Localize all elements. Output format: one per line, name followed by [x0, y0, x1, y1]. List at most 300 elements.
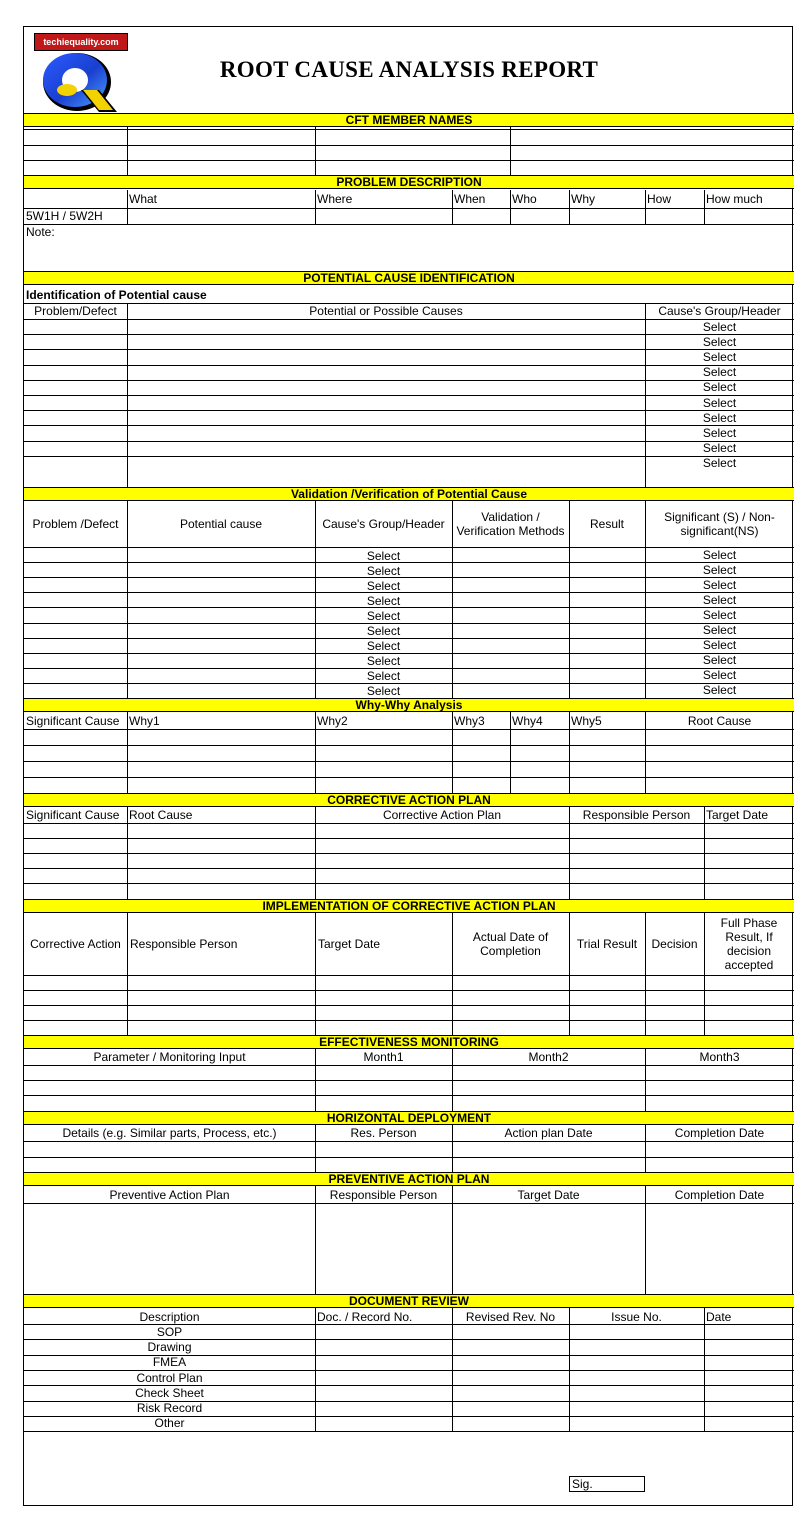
effectiveness-field[interactable]: [25, 1096, 315, 1111]
validation-method-field[interactable]: [453, 624, 569, 638]
validation-method-field[interactable]: [453, 608, 569, 622]
why-field[interactable]: [25, 730, 127, 745]
section-cft-members: CFT MEMBER NAMES: [24, 113, 794, 127]
corrective-field[interactable]: [570, 824, 704, 838]
review-field[interactable]: [705, 1340, 794, 1354]
validation-result-field[interactable]: [570, 608, 645, 622]
potential-cause-field[interactable]: [128, 442, 645, 456]
cft-member-field[interactable]: [128, 130, 315, 145]
validation-cause-field[interactable]: [128, 608, 315, 622]
corrective-field[interactable]: [570, 884, 704, 899]
effectiveness-field[interactable]: [646, 1081, 794, 1095]
validation-method-field[interactable]: [453, 548, 569, 562]
problem-col-header: How much: [706, 192, 763, 206]
section-effectiveness-monitoring: EFFECTIVENESS MONITORING: [24, 1035, 794, 1049]
cause-group-select[interactable]: Select: [366, 654, 401, 669]
review-field[interactable]: [316, 1402, 452, 1416]
validation-result-field[interactable]: [570, 684, 645, 698]
horizontal-col-header: Details (e.g. Similar parts, Process, etc.): [62, 1126, 277, 1140]
implementation-field[interactable]: [646, 1021, 704, 1035]
problem-col-header: When: [454, 192, 486, 206]
validation-method-field[interactable]: [453, 593, 569, 607]
potential-cause-field[interactable]: [128, 366, 645, 380]
review-item-label: Drawing: [147, 1339, 192, 1354]
effectiveness-field[interactable]: [453, 1096, 645, 1111]
section-implementation: IMPLEMENTATION OF CORRECTIVE ACTION PLAN: [24, 899, 794, 913]
cft-member-field[interactable]: [25, 130, 127, 145]
implementation-col-header: Trial Result: [576, 937, 638, 951]
potential-problem-field[interactable]: [25, 411, 127, 425]
potential-problem-field[interactable]: [25, 366, 127, 380]
implementation-field[interactable]: [570, 991, 645, 1005]
corrective-field[interactable]: [316, 884, 569, 899]
validation-method-field[interactable]: [453, 578, 569, 592]
cft-member-field[interactable]: [511, 161, 794, 175]
why-field[interactable]: [511, 746, 569, 761]
validation-problem-field[interactable]: [25, 669, 127, 683]
validation-method-field[interactable]: [453, 684, 569, 698]
implementation-field[interactable]: [316, 991, 452, 1005]
section-document-review: DOCUMENT REVIEW: [24, 1294, 794, 1308]
potential-col-header: Cause's Group/Header: [658, 304, 781, 318]
corrective-field[interactable]: [316, 869, 569, 883]
review-item-label: SOP: [156, 1324, 183, 1339]
review-field[interactable]: [453, 1356, 569, 1370]
corrective-col-header: Root Cause: [129, 808, 193, 822]
validation-cause-field[interactable]: [128, 578, 315, 592]
cause-group-select[interactable]: Select: [702, 425, 737, 440]
significance-select[interactable]: Select: [702, 653, 737, 668]
horizontal-field[interactable]: [453, 1158, 645, 1172]
validation-method-field[interactable]: [453, 654, 569, 668]
cause-group-select[interactable]: Select: [366, 548, 401, 563]
horizontal-field[interactable]: [316, 1158, 452, 1172]
effectiveness-col-header: Month3: [699, 1050, 740, 1064]
review-field[interactable]: [316, 1340, 452, 1354]
significance-select[interactable]: Select: [702, 547, 737, 562]
problem-5w2h-field[interactable]: [570, 209, 645, 224]
why-col-header: Why1: [129, 714, 160, 728]
implementation-field[interactable]: [316, 1021, 452, 1035]
why-field[interactable]: [646, 746, 794, 761]
validation-problem-field[interactable]: [25, 684, 127, 698]
cause-group-select[interactable]: Select: [702, 349, 737, 364]
why-field[interactable]: [453, 730, 510, 745]
potential-cause-field[interactable]: [128, 457, 645, 471]
implementation-field[interactable]: [646, 991, 704, 1005]
validation-method-field[interactable]: [453, 669, 569, 683]
corrective-field[interactable]: [25, 854, 127, 868]
validation-cause-field[interactable]: [128, 593, 315, 607]
validation-method-field[interactable]: [453, 639, 569, 653]
horizontal-field[interactable]: [316, 1142, 452, 1157]
review-field[interactable]: [316, 1386, 452, 1400]
implementation-field[interactable]: [316, 976, 452, 990]
implementation-field[interactable]: [570, 976, 645, 990]
implementation-field[interactable]: [25, 991, 127, 1005]
why-field[interactable]: [316, 746, 452, 761]
why-field[interactable]: [570, 746, 645, 761]
implementation-col-header: Decision: [651, 937, 698, 951]
corrective-field[interactable]: [128, 824, 315, 838]
corrective-field[interactable]: [128, 884, 315, 899]
cause-group-select[interactable]: Select: [366, 624, 401, 639]
potential-cause-field[interactable]: [128, 320, 645, 334]
review-field[interactable]: [453, 1340, 569, 1354]
validation-problem-field[interactable]: [25, 548, 127, 562]
effectiveness-field[interactable]: [316, 1081, 452, 1095]
problem-col-header: Why: [571, 192, 595, 206]
implementation-field[interactable]: [316, 1006, 452, 1020]
cause-group-select[interactable]: Select: [702, 441, 737, 456]
cause-group-select[interactable]: Select: [702, 456, 737, 471]
validation-problem-field[interactable]: [25, 578, 127, 592]
why-field[interactable]: [646, 778, 794, 793]
cause-group-select[interactable]: Select: [366, 669, 401, 684]
implementation-field[interactable]: [128, 976, 315, 990]
why-field[interactable]: [316, 778, 452, 793]
effectiveness-field[interactable]: [25, 1081, 315, 1095]
implementation-field[interactable]: [128, 1021, 315, 1035]
logo-wordmark: techiequality.com: [34, 33, 128, 51]
review-col-header: Issue No.: [611, 1309, 662, 1324]
why-field[interactable]: [453, 762, 510, 777]
significance-select[interactable]: Select: [702, 607, 737, 622]
significance-select[interactable]: Select: [702, 592, 737, 607]
validation-cause-field[interactable]: [128, 624, 315, 638]
review-field[interactable]: [705, 1402, 794, 1416]
why-col-header: Why5: [571, 714, 602, 728]
effectiveness-col-header: Month2: [528, 1050, 569, 1064]
potential-cause-field[interactable]: [128, 350, 645, 364]
cause-group-select[interactable]: Select: [702, 319, 737, 334]
corrective-col-header: Corrective Action Plan: [382, 808, 502, 822]
review-field[interactable]: [570, 1356, 704, 1370]
cause-group-select[interactable]: Select: [366, 563, 401, 578]
corrective-field[interactable]: [570, 839, 704, 853]
corrective-field[interactable]: [128, 854, 315, 868]
significance-select[interactable]: Select: [702, 562, 737, 577]
validation-col-header: Potential cause: [179, 517, 263, 531]
horizontal-col-header: Action plan Date: [504, 1126, 593, 1140]
implementation-field[interactable]: [570, 1021, 645, 1035]
implementation-field[interactable]: [646, 1006, 704, 1020]
page-title: ROOT CAUSE ANALYSIS REPORT: [219, 57, 599, 82]
potential-subtitle: Identification of Potential cause: [26, 288, 207, 302]
corrective-field[interactable]: [128, 839, 315, 853]
review-col-header: Description: [139, 1309, 200, 1324]
why-field[interactable]: [646, 762, 794, 777]
corrective-field[interactable]: [705, 824, 794, 838]
problem-col-header: Where: [317, 192, 353, 206]
cause-group-select[interactable]: Select: [702, 395, 737, 410]
validation-problem-field[interactable]: [25, 624, 127, 638]
cft-member-field[interactable]: [316, 130, 510, 145]
validation-cause-field[interactable]: [128, 654, 315, 668]
implementation-field[interactable]: [453, 1006, 569, 1020]
cause-group-select[interactable]: Select: [702, 365, 737, 380]
validation-result-field[interactable]: [570, 593, 645, 607]
significance-select[interactable]: Select: [702, 638, 737, 653]
cause-group-select[interactable]: Select: [366, 684, 401, 699]
why-field[interactable]: [646, 730, 794, 745]
preventive-field[interactable]: [316, 1204, 452, 1294]
potential-cause-field[interactable]: [128, 411, 645, 425]
preventive-col-header: Target Date: [517, 1188, 580, 1202]
validation-cause-field[interactable]: [128, 563, 315, 577]
problem-5w2h-field[interactable]: [316, 209, 452, 224]
potential-problem-field[interactable]: [25, 396, 127, 410]
problem-col-header: How: [647, 192, 672, 206]
implementation-field[interactable]: [705, 976, 794, 990]
grid-line: [24, 1431, 794, 1432]
section-why-why-analysis: Why-Why Analysis: [24, 698, 794, 712]
corrective-field[interactable]: [25, 824, 127, 838]
why-field[interactable]: [511, 730, 569, 745]
cft-member-field[interactable]: [316, 161, 510, 175]
cause-group-select[interactable]: Select: [702, 410, 737, 425]
cft-member-field[interactable]: [25, 161, 127, 175]
cft-member-field[interactable]: [128, 161, 315, 175]
review-item-label: Risk Record: [136, 1401, 203, 1416]
validation-cause-field[interactable]: [128, 684, 315, 698]
horizontal-field[interactable]: [25, 1158, 315, 1172]
corrective-field[interactable]: [705, 884, 794, 899]
potential-problem-field[interactable]: [25, 426, 127, 440]
validation-cause-field[interactable]: [128, 669, 315, 683]
validation-problem-field[interactable]: [25, 593, 127, 607]
validation-problem-field[interactable]: [25, 654, 127, 668]
why-field[interactable]: [128, 762, 315, 777]
review-field[interactable]: [316, 1417, 452, 1431]
why-field[interactable]: [128, 730, 315, 745]
validation-result-field[interactable]: [570, 654, 645, 668]
problem-5w2h-field[interactable]: [453, 209, 510, 224]
why-col-header: Why3: [454, 714, 485, 728]
effectiveness-field[interactable]: [25, 1066, 315, 1080]
corrective-field[interactable]: [316, 854, 569, 868]
why-field[interactable]: [128, 746, 315, 761]
review-col-header: Revised Rev. No: [465, 1309, 556, 1324]
significance-select[interactable]: Select: [702, 623, 737, 638]
implementation-field[interactable]: [453, 976, 569, 990]
validation-result-field[interactable]: [570, 563, 645, 577]
corrective-field[interactable]: [705, 839, 794, 853]
problem-5w2h-field[interactable]: [705, 209, 794, 224]
corrective-field[interactable]: [25, 869, 127, 883]
significance-select[interactable]: Select: [702, 577, 737, 592]
cft-member-field[interactable]: [25, 146, 127, 160]
preventive-field[interactable]: [453, 1204, 645, 1294]
implementation-field[interactable]: [453, 991, 569, 1005]
potential-problem-field[interactable]: [25, 350, 127, 364]
cause-group-select[interactable]: Select: [702, 334, 737, 349]
review-field[interactable]: [453, 1325, 569, 1339]
effectiveness-field[interactable]: [316, 1096, 452, 1111]
validation-result-field[interactable]: [570, 578, 645, 592]
potential-cause-field[interactable]: [128, 381, 645, 395]
problem-5w2h-field[interactable]: [511, 209, 569, 224]
validation-method-field[interactable]: [453, 563, 569, 577]
review-field[interactable]: [453, 1386, 569, 1400]
implementation-field[interactable]: [705, 1021, 794, 1035]
cft-member-field[interactable]: [316, 146, 510, 160]
horizontal-field[interactable]: [646, 1158, 794, 1172]
review-field[interactable]: [705, 1371, 794, 1385]
potential-col-header: Potential or Possible Causes: [309, 304, 463, 318]
why-field[interactable]: [453, 778, 510, 793]
review-field[interactable]: [705, 1386, 794, 1400]
review-field[interactable]: [705, 1356, 794, 1370]
review-col-header: Doc. / Record No.: [317, 1309, 413, 1324]
implementation-field[interactable]: [128, 1006, 315, 1020]
implementation-field[interactable]: [25, 1021, 127, 1035]
corrective-field[interactable]: [705, 869, 794, 883]
implementation-field[interactable]: [570, 1006, 645, 1020]
section-potential-cause-identification: POTENTIAL CAUSE IDENTIFICATION: [24, 271, 794, 285]
why-field[interactable]: [453, 746, 510, 761]
why-col-header: Root Cause: [687, 714, 752, 728]
cause-group-select[interactable]: Select: [366, 639, 401, 654]
potential-problem-field[interactable]: [25, 457, 127, 471]
validation-problem-field[interactable]: [25, 639, 127, 653]
review-item-label: Check Sheet: [135, 1385, 204, 1400]
validation-col-header: Problem /Defect: [32, 517, 119, 531]
implementation-col-header: Full Phase Result, If decision accepted: [720, 916, 778, 972]
why-field[interactable]: [25, 778, 127, 793]
corrective-field[interactable]: [705, 854, 794, 868]
why-field[interactable]: [316, 762, 452, 777]
validation-result-field[interactable]: [570, 624, 645, 638]
validation-problem-field[interactable]: [25, 563, 127, 577]
preventive-field[interactable]: [25, 1204, 315, 1294]
why-field[interactable]: [511, 778, 569, 793]
review-field[interactable]: [705, 1417, 794, 1431]
corrective-col-header: Significant Cause: [26, 808, 120, 822]
implementation-field[interactable]: [453, 1021, 569, 1035]
corrective-field[interactable]: [570, 869, 704, 883]
corrective-field[interactable]: [128, 869, 315, 883]
validation-result-field[interactable]: [570, 639, 645, 653]
review-field[interactable]: [570, 1386, 704, 1400]
implementation-field[interactable]: [705, 991, 794, 1005]
problem-5w2h-field[interactable]: [646, 209, 704, 224]
potential-cause-field[interactable]: [128, 426, 645, 440]
section-preventive-action-plan: PREVENTIVE ACTION PLAN: [24, 1172, 794, 1186]
potential-problem-field[interactable]: [25, 381, 127, 395]
effectiveness-field[interactable]: [646, 1066, 794, 1080]
effectiveness-field[interactable]: [453, 1081, 645, 1095]
review-field[interactable]: [316, 1371, 452, 1385]
why-field[interactable]: [511, 762, 569, 777]
horizontal-col-header: Completion Date: [674, 1126, 765, 1140]
section-corrective-action-plan: CORRECTIVE ACTION PLAN: [24, 793, 794, 807]
validation-result-field[interactable]: [570, 548, 645, 562]
implementation-field[interactable]: [646, 976, 704, 990]
review-field[interactable]: [453, 1417, 569, 1431]
validation-cause-field[interactable]: [128, 639, 315, 653]
corrective-field[interactable]: [316, 839, 569, 853]
validation-col-header: Significant (S) / Non-significant(NS): [664, 510, 775, 538]
significance-select[interactable]: Select: [702, 668, 737, 683]
cft-member-field[interactable]: [511, 130, 794, 145]
signature-field[interactable]: Sig.: [569, 1476, 645, 1492]
effectiveness-field[interactable]: [646, 1096, 794, 1111]
review-field[interactable]: [570, 1340, 704, 1354]
horizontal-col-header: Res. Person: [350, 1126, 417, 1140]
why-field[interactable]: [570, 778, 645, 793]
validation-col-header: Cause's Group/Header: [322, 517, 445, 531]
preventive-col-header: Preventive Action Plan: [109, 1188, 230, 1202]
potential-problem-field[interactable]: [25, 335, 127, 349]
review-field[interactable]: [453, 1371, 569, 1385]
effectiveness-field[interactable]: [453, 1066, 645, 1080]
review-field[interactable]: [316, 1325, 452, 1339]
horizontal-field[interactable]: [453, 1142, 645, 1157]
horizontal-field[interactable]: [25, 1142, 315, 1157]
corrective-field[interactable]: [25, 884, 127, 899]
review-col-header: Date: [706, 1309, 732, 1324]
cause-group-select[interactable]: Select: [366, 608, 401, 623]
significance-select[interactable]: Select: [702, 683, 737, 698]
review-field[interactable]: [453, 1402, 569, 1416]
review-field[interactable]: [570, 1402, 704, 1416]
review-field[interactable]: [316, 1356, 452, 1370]
potential-col-header: Problem/Defect: [34, 304, 117, 318]
why-field[interactable]: [128, 778, 315, 793]
effectiveness-field[interactable]: [316, 1066, 452, 1080]
potential-problem-field[interactable]: [25, 320, 127, 334]
why-field[interactable]: [570, 762, 645, 777]
potential-cause-field[interactable]: [128, 396, 645, 410]
potential-cause-field[interactable]: [128, 335, 645, 349]
implementation-field[interactable]: [25, 976, 127, 990]
cause-group-select[interactable]: Select: [702, 380, 737, 395]
why-field[interactable]: [25, 746, 127, 761]
validation-result-field[interactable]: [570, 669, 645, 683]
preventive-field[interactable]: [646, 1204, 794, 1294]
validation-col-header: Result: [589, 517, 624, 531]
cft-member-field[interactable]: [128, 146, 315, 160]
cause-group-select[interactable]: Select: [366, 578, 401, 593]
review-field[interactable]: [705, 1325, 794, 1339]
implementation-field[interactable]: [128, 991, 315, 1005]
preventive-col-header: Completion Date: [674, 1188, 765, 1202]
potential-problem-field[interactable]: [25, 442, 127, 456]
corrective-field[interactable]: [25, 839, 127, 853]
review-field[interactable]: [570, 1325, 704, 1339]
cft-member-field[interactable]: [511, 146, 794, 160]
corrective-col-header: Target Date: [706, 808, 769, 822]
problem-5w2h-field[interactable]: [128, 209, 315, 224]
review-field[interactable]: [570, 1371, 704, 1385]
review-field[interactable]: [570, 1417, 704, 1431]
why-field[interactable]: [316, 730, 452, 745]
implementation-field[interactable]: [25, 1006, 127, 1020]
validation-problem-field[interactable]: [25, 608, 127, 622]
problem-note-field[interactable]: [25, 240, 794, 271]
review-item-label: Control Plan: [136, 1370, 203, 1385]
implementation-field[interactable]: [705, 1006, 794, 1020]
validation-cause-field[interactable]: [128, 548, 315, 562]
horizontal-field[interactable]: [646, 1142, 794, 1157]
why-field[interactable]: [570, 730, 645, 745]
corrective-field[interactable]: [570, 854, 704, 868]
why-field[interactable]: [25, 762, 127, 777]
cause-group-select[interactable]: Select: [366, 593, 401, 608]
corrective-field[interactable]: [316, 824, 569, 838]
problem-col-header: What: [129, 192, 158, 206]
